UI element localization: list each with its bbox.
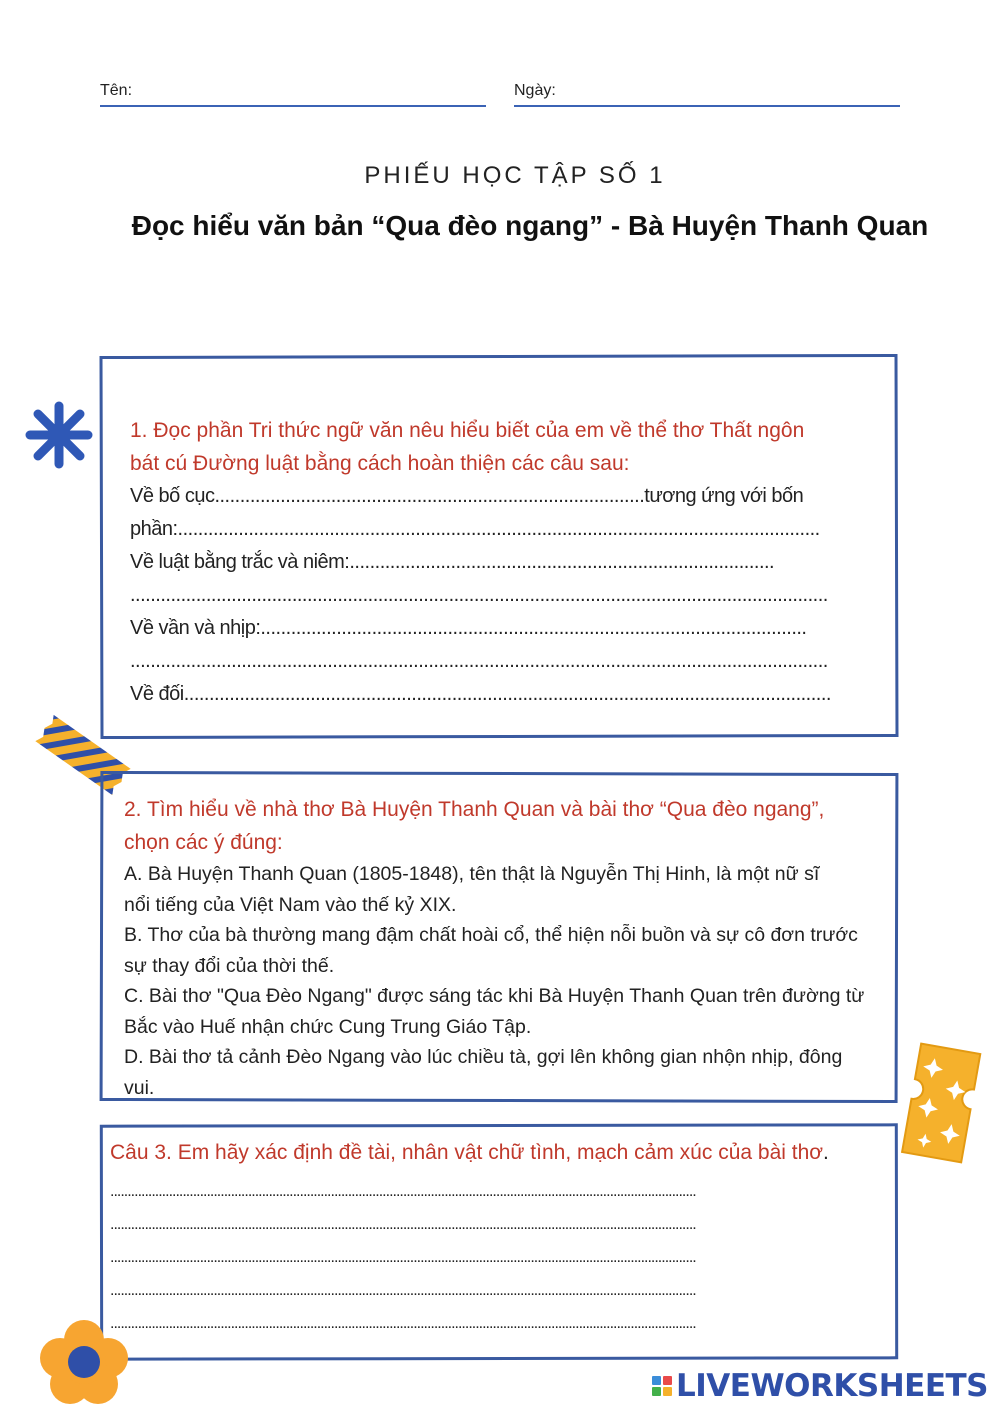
name-input-line[interactable] <box>100 105 486 107</box>
question-1-title-line-1: 1. Đọc phần Tri thức ngữ văn nêu hiểu biết của em về thể thơ Thất ngôn <box>130 419 805 442</box>
q1-answer-line-tones[interactable]: Về luật bằng trắc và niêm:.................................................................................... <box>130 551 775 573</box>
q1-answer-line-parts[interactable]: phần:............................................................................................................................... <box>130 518 820 540</box>
option-d-cont[interactable]: vui. <box>124 1076 155 1099</box>
q3-answer-line[interactable]: .......................................................................................................................................................................... <box>110 1315 696 1332</box>
q1-answer-line-rhyme[interactable]: Về vần và nhịp:............................................................................................................ <box>130 617 807 639</box>
option-b[interactable]: B. Thơ của bà thường mang đậm chất hoài cổ, thể hiện nỗi buồn và sự cô đơn trước <box>124 924 858 946</box>
date-label: Ngày: <box>514 82 556 99</box>
question-2-title-line-1: 2. Tìm hiểu về nhà thơ Bà Huyện Thanh Quan và bài thơ “Qua đèo ngang”, <box>124 798 825 821</box>
option-a-cont[interactable]: nổi tiếng của Việt Nam vào thế kỷ XIX. <box>124 893 457 916</box>
q1-answer-line-structure[interactable]: Về bố cục.....................................................................................tương ứng với bốn <box>130 485 804 507</box>
question-3-title-end: . <box>823 1141 829 1164</box>
option-a[interactable]: A. Bà Huyện Thanh Quan (1805-1848), tên thật là Nguyễn Thị Hinh, là một nữ sĩ <box>124 863 820 885</box>
q3-answer-line[interactable]: .......................................................................................................................................................................... <box>110 1282 696 1299</box>
q1-answer-line-parallelism[interactable]: Về đối................................................................................................................................ <box>130 683 831 705</box>
question-1 <box>130 414 870 711</box>
question-3-title-text: Câu 3. Em hãy xác định đề tài, nhân vật chữ tình, mạch cảm xúc của bài thơ <box>110 1141 824 1164</box>
question-3 <box>110 1136 870 1340</box>
date-input-line[interactable] <box>514 105 900 107</box>
sheet-label: PHIẾU HỌC TẬP SỐ 1 <box>364 162 666 189</box>
q3-answer-line[interactable]: .......................................................................................................................................................................... <box>110 1249 696 1266</box>
ticket-decoration-icon <box>893 1038 989 1170</box>
option-b-cont[interactable]: sự thay đổi của thời thế. <box>124 954 335 977</box>
option-c-cont[interactable]: Bắc vào Huế nhận chức Cung Trung Giáo Tập. <box>124 1015 532 1038</box>
q3-answer-line[interactable]: .......................................................................................................................................................................... <box>110 1183 696 1200</box>
question-3-title <box>110 1136 870 1169</box>
option-d[interactable]: D. Bài thơ tả cảnh Đèo Ngang vào lúc chiều tà, gợi lên không gian nhộn nhịp, đông <box>124 1046 843 1068</box>
logo-text: LIVEWORKSHEETS <box>676 1368 988 1404</box>
q1-answer-line-tones-cont[interactable]: .......................................................................................................................................... <box>130 584 828 606</box>
question-1-title-line-2: bát cú Đường luật bằng cách hoàn thiện các câu sau: <box>130 452 630 475</box>
flower-decoration-icon <box>36 1318 132 1408</box>
option-c[interactable]: C. Bài thơ "Qua Đèo Ngang" được sáng tác khi Bà Huyện Thanh Quan trên đường từ <box>124 985 865 1007</box>
liveworksheets-logo <box>652 1368 988 1404</box>
name-label: Tên: <box>100 82 133 99</box>
q1-answer-line-rhyme-cont[interactable]: .......................................................................................................................................... <box>130 650 828 672</box>
question-2 <box>124 793 894 1103</box>
logo-mark-icon <box>652 1376 672 1396</box>
sheet-title: Đọc hiểu văn bản “Qua đèo ngang” - Bà Huyện Thanh Quan <box>131 210 929 241</box>
question-2-title-line-2: chọn các ý đúng: <box>124 831 283 854</box>
q3-answer-line[interactable]: .......................................................................................................................................................................... <box>110 1216 696 1233</box>
asterisk-decoration-icon <box>24 400 94 470</box>
